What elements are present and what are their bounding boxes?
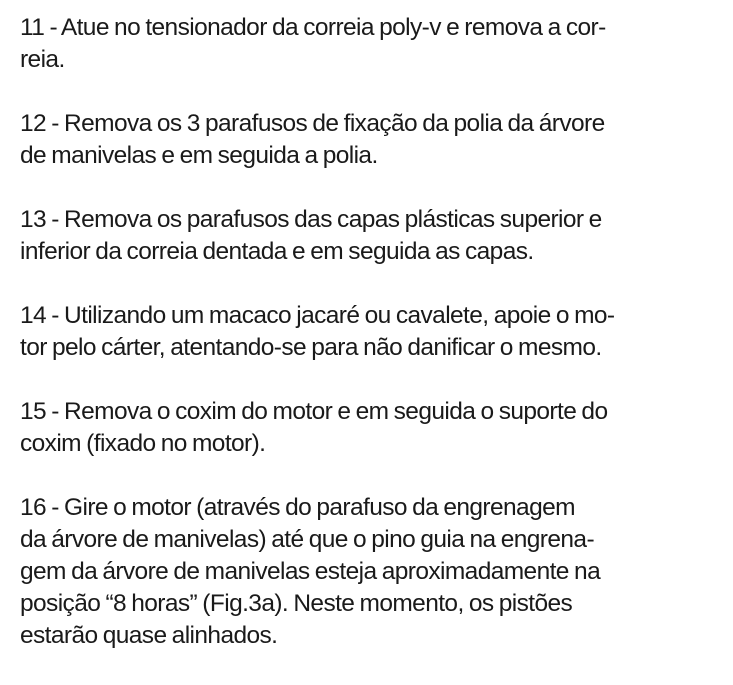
step-13 bbox=[20, 204, 720, 268]
step-line: 14 - Utilizando um macaco jacaré ou cavalete, apoie o mo- bbox=[20, 302, 615, 329]
step-line: estarão quase alinhados. bbox=[20, 622, 278, 649]
step-line: 13 - Remova os parafusos das capas plásticas superior e bbox=[20, 206, 602, 233]
step-line: da árvore de manivelas) até que o pino guia na engrena- bbox=[20, 526, 594, 553]
step-line: coxim (fixado no motor). bbox=[20, 430, 266, 457]
step-line: inferior da correia dentada e em seguida as capas. bbox=[20, 238, 534, 265]
step-16 bbox=[20, 492, 720, 652]
step-line: 16 - Gire o motor (através do parafuso da engrenagem bbox=[20, 494, 575, 521]
step-14 bbox=[20, 300, 720, 364]
instruction-document bbox=[20, 12, 720, 684]
step-line: de manivelas e em seguida a polia. bbox=[20, 142, 378, 169]
step-line: tor pelo cárter, atentando-se para não danificar o mesmo. bbox=[20, 334, 602, 361]
step-line: 11 - Atue no tensionador da correia poly-v e remova a cor- bbox=[20, 14, 606, 41]
step-line: reia. bbox=[20, 46, 65, 73]
step-line: 15 - Remova o coxim do motor e em seguida o suporte do bbox=[20, 398, 608, 425]
step-11 bbox=[20, 12, 720, 76]
step-12 bbox=[20, 108, 720, 172]
step-15 bbox=[20, 396, 720, 460]
step-line: gem da árvore de manivelas esteja aproximadamente na bbox=[20, 558, 601, 585]
step-line: posição “8 horas” (Fig.3a). Neste momento, os pistões bbox=[20, 590, 573, 617]
step-line: 12 - Remova os 3 parafusos de fixação da polia da árvore bbox=[20, 110, 605, 137]
